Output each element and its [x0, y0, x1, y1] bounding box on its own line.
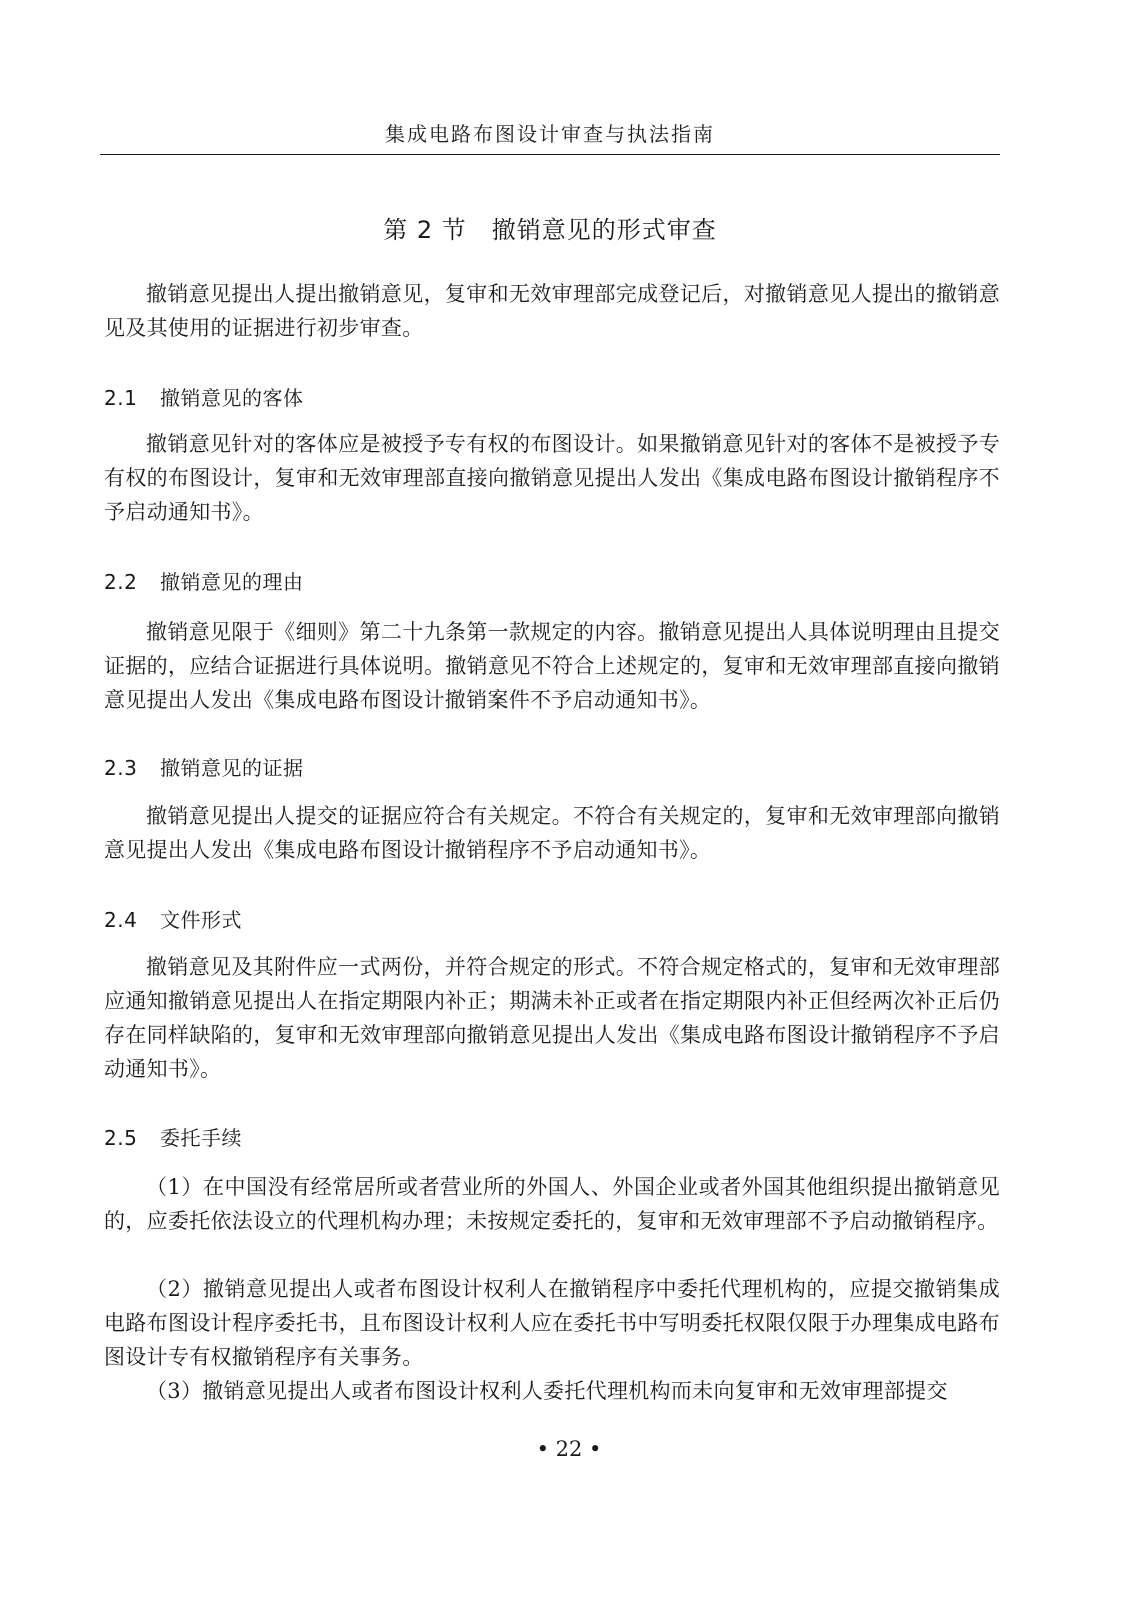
- subsection-number: 2.4: [104, 908, 138, 932]
- subsection-heading-2-5: [104, 1122, 1000, 1154]
- paragraph-2-5-item-3: （3）撤销意见提出人或者布图设计权利人委托代理机构而未向复审和无效审理部提交: [146, 1379, 948, 1403]
- paragraph-2-2: 撤销意见限于《细则》第二十九条第一款规定的内容。撤销意见提出人具体说明理由且提交证据的，应结合证据进行具体说明。撤销意见不符合上述规定的，复审和无效审理部直接向撤销意见提出人发出《集成电路布图设计撤销案件不予启动通知书》。: [104, 620, 1000, 712]
- subsection-heading-2-4: [104, 904, 1000, 936]
- subsection-heading-2-2: [104, 566, 1000, 598]
- subsection-title: 委托手续: [160, 1126, 242, 1150]
- subsection-title: 撤销意见的证据: [160, 756, 304, 780]
- header-rule: [100, 154, 1000, 155]
- subsection-title: 撤销意见的客体: [160, 386, 304, 410]
- subsection-heading-2-1: [104, 382, 1000, 414]
- section-intro-paragraph: 撤销意见提出人提出撤销意见，复审和无效审理部完成登记后，对撤销意见人提出的撤销意见及其使用的证据进行初步审查。: [104, 282, 1000, 340]
- paragraph-2-1: 撤销意见针对的客体应是被授予专有权的布图设计。如果撤销意见针对的客体不是被授予专有权的布图设计，复审和无效审理部直接向撤销意见提出人发出《集成电路布图设计撤销程序不予启动通知书》。: [104, 432, 1000, 524]
- paragraph-2-4: 撤销意见及其附件应一式两份，并符合规定的形式。不符合规定格式的，复审和无效审理部应通知撤销意见提出人在指定期限内补正；期满未补正或者在指定期限内补正但经两次补正后仍存在同样缺陷的，复审和无效审理部向撤销意见提出人发出《集成电路布图设计撤销程序不予启动通知书》。: [104, 955, 1000, 1081]
- subsection-title: 撤销意见的理由: [160, 570, 304, 594]
- paragraph-2-3: 撤销意见提出人提交的证据应符合有关规定。不符合有关规定的，复审和无效审理部向撤销意见提出人发出《集成电路布图设计撤销程序不予启动通知书》。: [104, 804, 1000, 862]
- section-title: 第 2 节 撤销意见的形式审查: [383, 216, 717, 244]
- subsection-number: 2.2: [104, 570, 138, 594]
- subsection-title: 文件形式: [160, 908, 242, 932]
- subsection-number: 2.3: [104, 756, 138, 780]
- subsection-number: 2.5: [104, 1126, 138, 1150]
- page-number: • 22 •: [536, 1437, 602, 1461]
- running-header: 集成电路布图设计审查与执法指南: [385, 122, 715, 146]
- subsection-heading-2-3: [104, 752, 1000, 784]
- paragraph-2-5-item-1: （1）在中国没有经常居所或者营业所的外国人、外国企业或者外国其他组织提出撤销意见的，应委托依法设立的代理机构办理；未按规定委托的，复审和无效审理部不予启动撤销程序。: [104, 1175, 1000, 1233]
- subsection-number: 2.1: [104, 386, 138, 410]
- paragraph-2-5-item-2: （2）撤销意见提出人或者布图设计权利人在撤销程序中委托代理机构的，应提交撤销集成电路布图设计程序委托书，且布图设计权利人应在委托书中写明委托权限仅限于办理集成电路布图设计专有权撤销程序有关事务。: [104, 1277, 1000, 1369]
